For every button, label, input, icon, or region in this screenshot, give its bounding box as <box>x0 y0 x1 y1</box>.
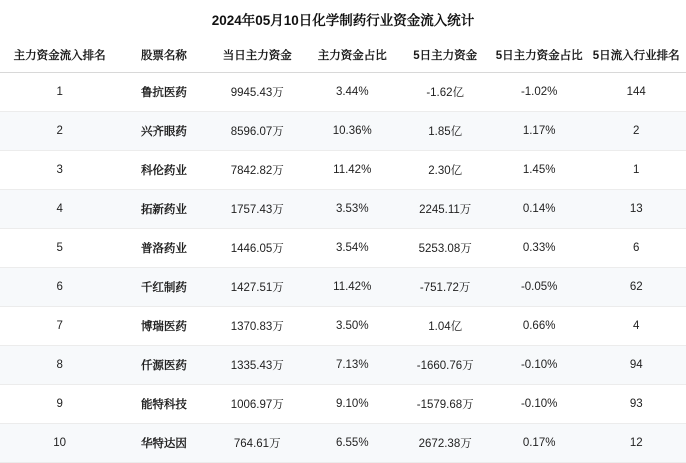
cell-day-fund: 8596.07万 <box>209 112 306 151</box>
cell-rank: 8 <box>0 346 119 385</box>
cell-stock-name: 科伦药业 <box>119 151 208 190</box>
table-row <box>0 268 686 307</box>
column-header-main-fund-rank: 主力资金流入排名 <box>0 38 119 73</box>
cell-day-ratio: 3.53% <box>306 190 399 229</box>
cell-day-fund: 7842.82万 <box>209 151 306 190</box>
table-body <box>0 73 686 463</box>
cell-five-ratio: 0.33% <box>492 229 587 268</box>
cell-day-ratio: 3.44% <box>306 73 399 112</box>
cell-five-ratio: 0.17% <box>492 424 587 463</box>
cell-five-fund: -1660.76万 <box>399 346 492 385</box>
column-header-day-main-fund: 当日主力资金 <box>209 38 306 73</box>
cell-five-fund: -1.62亿 <box>399 73 492 112</box>
cell-five-fund: 1.04亿 <box>399 307 492 346</box>
cell-day-fund: 1006.97万 <box>209 385 306 424</box>
table-row <box>0 112 686 151</box>
cell-day-ratio: 9.10% <box>306 385 399 424</box>
cell-stock-name: 拓新药业 <box>119 190 208 229</box>
cell-five-rank: 13 <box>586 190 686 229</box>
cell-stock-name: 华特达因 <box>119 424 208 463</box>
cell-stock-name: 普洛药业 <box>119 229 208 268</box>
cell-five-fund: -1579.68万 <box>399 385 492 424</box>
table-row <box>0 73 686 112</box>
column-header-stock-name: 股票名称 <box>119 38 208 73</box>
table-row <box>0 151 686 190</box>
cell-day-ratio: 6.55% <box>306 424 399 463</box>
cell-day-ratio: 3.50% <box>306 307 399 346</box>
cell-five-rank: 6 <box>586 229 686 268</box>
cell-rank: 2 <box>0 112 119 151</box>
fund-flow-table <box>0 38 686 463</box>
cell-rank: 6 <box>0 268 119 307</box>
cell-five-fund: 2245.11万 <box>399 190 492 229</box>
cell-five-rank: 94 <box>586 346 686 385</box>
cell-five-ratio: -0.10% <box>492 346 587 385</box>
cell-five-fund: 5253.08万 <box>399 229 492 268</box>
cell-five-ratio: -0.05% <box>492 268 587 307</box>
cell-day-fund: 1335.43万 <box>209 346 306 385</box>
cell-day-fund: 1427.51万 <box>209 268 306 307</box>
cell-stock-name: 兴齐眼药 <box>119 112 208 151</box>
cell-five-ratio: 1.45% <box>492 151 587 190</box>
cell-five-fund: 2672.38万 <box>399 424 492 463</box>
cell-five-fund: -751.72万 <box>399 268 492 307</box>
cell-day-fund: 1757.43万 <box>209 190 306 229</box>
cell-day-ratio: 3.54% <box>306 229 399 268</box>
cell-five-rank: 1 <box>586 151 686 190</box>
cell-five-ratio: 0.14% <box>492 190 587 229</box>
cell-five-rank: 144 <box>586 73 686 112</box>
cell-rank: 4 <box>0 190 119 229</box>
cell-day-fund: 9945.43万 <box>209 73 306 112</box>
cell-day-ratio: 11.42% <box>306 151 399 190</box>
cell-stock-name: 鲁抗医药 <box>119 73 208 112</box>
cell-five-fund: 1.85亿 <box>399 112 492 151</box>
cell-stock-name: 博瑞医药 <box>119 307 208 346</box>
cell-rank: 5 <box>0 229 119 268</box>
table-row <box>0 229 686 268</box>
page-title: 2024年05月10日化学制药行业资金流入统计 <box>211 13 475 28</box>
cell-day-fund: 764.61万 <box>209 424 306 463</box>
column-header-five-day-main-fund-ratio: 5日主力资金占比 <box>492 38 587 73</box>
cell-day-ratio: 11.42% <box>306 268 399 307</box>
table-row <box>0 385 686 424</box>
cell-stock-name: 千红制药 <box>119 268 208 307</box>
cell-five-ratio: -0.10% <box>492 385 587 424</box>
cell-day-ratio: 7.13% <box>306 346 399 385</box>
table-row <box>0 307 686 346</box>
cell-five-ratio: -1.02% <box>492 73 587 112</box>
cell-rank: 1 <box>0 73 119 112</box>
table-header-row <box>0 38 686 73</box>
cell-five-fund: 2.30亿 <box>399 151 492 190</box>
cell-rank: 7 <box>0 307 119 346</box>
table-row <box>0 346 686 385</box>
table-row <box>0 190 686 229</box>
cell-day-fund: 1446.05万 <box>209 229 306 268</box>
cell-five-rank: 62 <box>586 268 686 307</box>
cell-five-rank: 2 <box>586 112 686 151</box>
cell-stock-name: 仟源医药 <box>119 346 208 385</box>
cell-day-ratio: 10.36% <box>306 112 399 151</box>
cell-rank: 3 <box>0 151 119 190</box>
cell-five-ratio: 1.17% <box>492 112 587 151</box>
column-header-five-day-main-fund: 5日主力资金 <box>399 38 492 73</box>
cell-five-ratio: 0.66% <box>492 307 587 346</box>
cell-five-rank: 4 <box>586 307 686 346</box>
cell-stock-name: 能特科技 <box>119 385 208 424</box>
column-header-five-day-industry-rank: 5日流入行业排名 <box>586 38 686 73</box>
cell-rank: 9 <box>0 385 119 424</box>
column-header-day-main-fund-ratio: 主力资金占比 <box>306 38 399 73</box>
table-header <box>0 38 686 73</box>
table-row <box>0 424 686 463</box>
cell-five-rank: 12 <box>586 424 686 463</box>
cell-rank: 10 <box>0 424 119 463</box>
cell-five-rank: 93 <box>586 385 686 424</box>
cell-day-fund: 1370.83万 <box>209 307 306 346</box>
